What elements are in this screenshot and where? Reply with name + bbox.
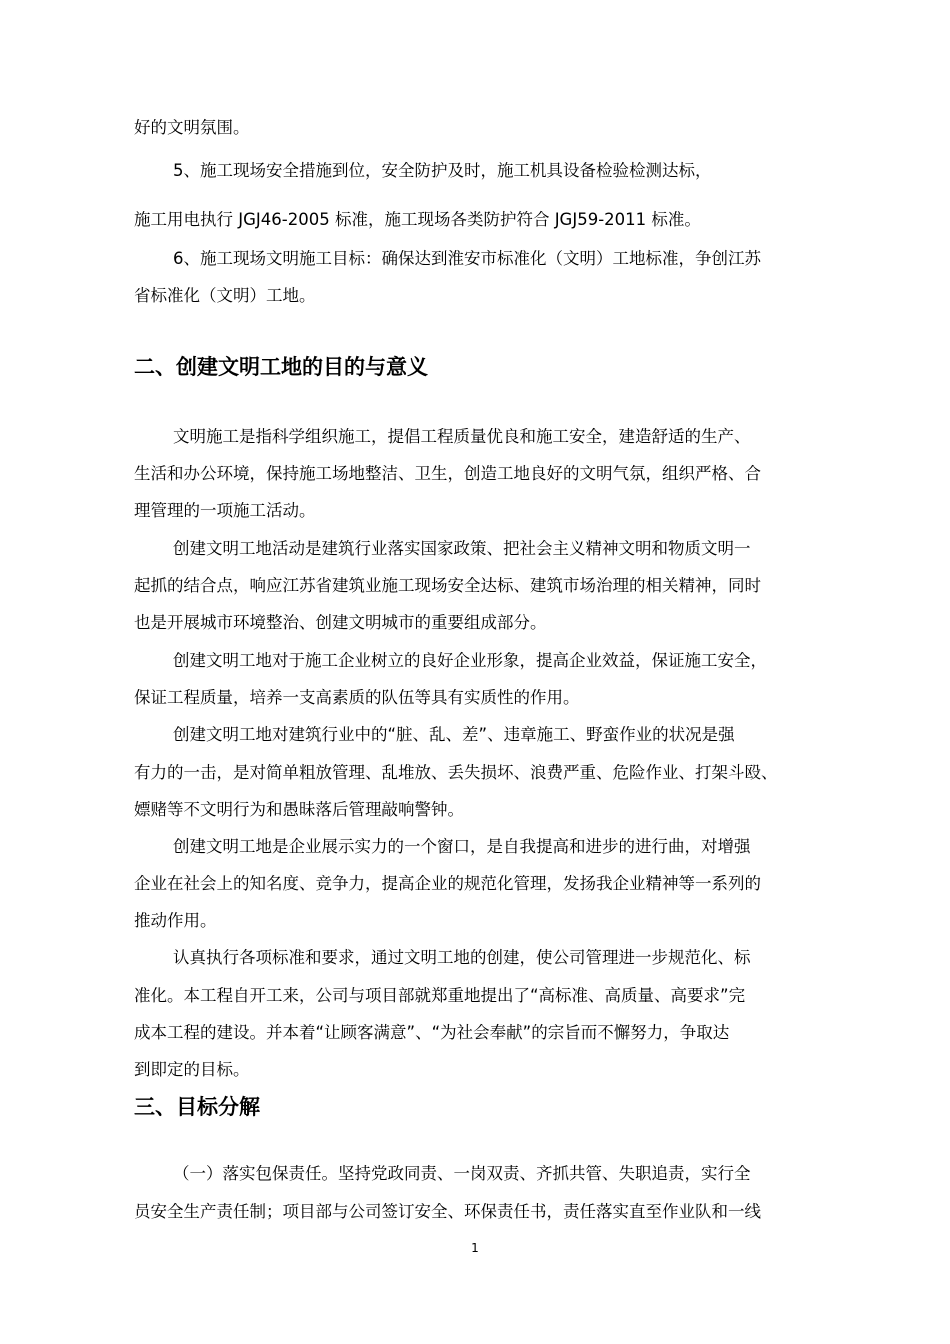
s2-p4-line-2: 有力的一击，是对简单粗放管理、乱堆放、丢失损坏、浪费严重、危险作业、打架斗殴、	[134, 763, 778, 782]
item-6-line-2: 省标准化（文明）工地。	[134, 286, 316, 305]
s2-p1-line-2: 生活和办公环境，保持施工场地整洁、卫生，创造工地良好的文明气氛，组织严格、合	[134, 464, 761, 483]
s3-p1-line-2: 员安全生产责任制；项目部与公司签订安全、环保责任书，责任落实直至作业队和一线	[134, 1202, 761, 1221]
s2-p6-line-3: 成本工程的建设。并本着“让顾客满意”、“为社会奉献”的宗旨而不懈努力，争取达	[134, 1023, 730, 1042]
s2-p5-line-1: 创建文明工地是企业展示实力的一个窗口，是自我提高和进步的进行曲，对增强	[173, 837, 751, 856]
item-6-line-1: 6、施工现场文明施工目标：确保达到淮安市标准化（文明）工地标准，争创江苏	[173, 249, 761, 268]
section-2-heading: 二、创建文明工地的目的与意义	[134, 355, 428, 379]
s3-p1-line-1: （一）落实包保责任。坚持党政同责、一岗双责、齐抓共管、失职追责，实行全	[173, 1164, 751, 1183]
s2-p6-line-1: 认真执行各项标准和要求，通过文明工地的创建，使公司管理进一步规范化、标	[173, 948, 751, 967]
s2-p5-line-2: 企业在社会上的知名度、竞争力，提高企业的规范化管理，发扬我企业精神等一系列的	[134, 874, 761, 893]
s2-p3-line-1: 创建文明工地对于施工企业树立的良好企业形象，提高企业效益，保证施工安全，	[173, 651, 767, 670]
s2-p5-line-3: 推动作用。	[134, 911, 217, 930]
s2-p2-line-3: 也是开展城市环境整治、创建文明城市的重要组成部分。	[134, 613, 547, 632]
s2-p4-line-1: 创建文明工地对建筑行业中的“脏、乱、差”、违章施工、野蛮作业的状况是强	[173, 725, 735, 744]
page-number: 1	[471, 1241, 479, 1255]
section-3-heading: 三、目标分解	[134, 1095, 260, 1119]
s2-p4-line-3: 嫖赌等不文明行为和愚昧落后管理敲响警钟。	[134, 800, 464, 819]
item-5-line-1: 5、施工现场安全措施到位，安全防护及时，施工机具设备检验检测达标，	[173, 161, 712, 180]
s2-p6-line-2: 准化。本工程自开工来，公司与项目部就郑重地提出了“高标准、高质量、高要求”完	[134, 986, 746, 1005]
s2-p6-line-4: 到即定的目标。	[134, 1060, 250, 1079]
intro-line-1: 好的文明氛围。	[134, 118, 250, 137]
s2-p1-line-3: 理管理的一项施工活动。	[134, 501, 316, 520]
s2-p1-line-1: 文明施工是指科学组织施工，提倡工程质量优良和施工安全，建造舒适的生产、	[173, 427, 751, 446]
s2-p2-line-2: 起抓的结合点，响应江苏省建筑业施工现场安全达标、建筑市场治理的相关精神，同时	[134, 576, 761, 595]
s2-p2-line-1: 创建文明工地活动是建筑行业落实国家政策、把社会主义精神文明和物质文明一	[173, 539, 751, 558]
s2-p3-line-2: 保证工程质量，培养一支高素质的队伍等具有实质性的作用。	[134, 688, 580, 707]
item-5-line-2: 施工用电执行 JGJ46-2005 标准，施工现场各类防护符合 JGJ59-2011 标准。	[134, 210, 701, 229]
